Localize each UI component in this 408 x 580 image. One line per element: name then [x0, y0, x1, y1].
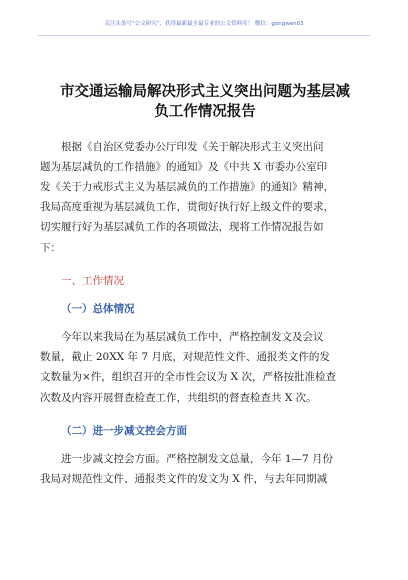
document-title-line-2: 负工作情况报告	[154, 103, 256, 120]
subsection-heading-2: （二）进一步减文控会方面	[61, 425, 187, 437]
text-line: 切实履行好为基层减负工作的各项做法，现将工作情况报告如	[40, 221, 324, 233]
banner-divider	[38, 35, 370, 36]
text-line: 文数量为×件，组织召开的全市性会议为 X 次，严格按批准检查	[40, 371, 336, 383]
text-line: 题为基层减负的工作措施》的通知》及《中共 X 市委办公室印	[40, 161, 328, 173]
section-heading-1: 一、工作情况	[61, 275, 124, 287]
text-line: 根据《自治区党委办公厅印发《关于解决形式主义突出问	[61, 141, 324, 153]
text-line: 我局高度重视为基层减负工作，贯彻好执行好上级文件的要求，	[40, 201, 334, 213]
text-line: 数量，截止 20XX 年 7 月底，对规范性文件、通报类文件的发	[40, 351, 330, 363]
text-line: 进一步减文控会方面。严格控制发文总量，今年 1—7 月份	[61, 453, 334, 465]
subsection-heading-1: （一）总体情况	[61, 303, 135, 315]
text-line: 次数及内容开展督查检查工作，共组织的督查检查共 X 次。	[40, 392, 317, 404]
text-line: 我局对规范性文件、通报类文件的发文为 X 件，与去年同期减	[40, 473, 328, 485]
text-line: 今年以来我局在为基层减负工作中，严格控制发文及会议	[61, 331, 324, 343]
promo-banner: 关注头条号“公文研究”，获得最新最全最专业的公文资料库！ 微信：gongwen03	[104, 21, 304, 27]
text-line: 下：	[40, 242, 61, 254]
text-line: 发《关于力戒形式主义为基层减负的工作措施》的通知》精神，	[40, 181, 334, 193]
document-title-line-1: 市交通运输局解决形式主义突出问题为基层减	[60, 83, 350, 100]
